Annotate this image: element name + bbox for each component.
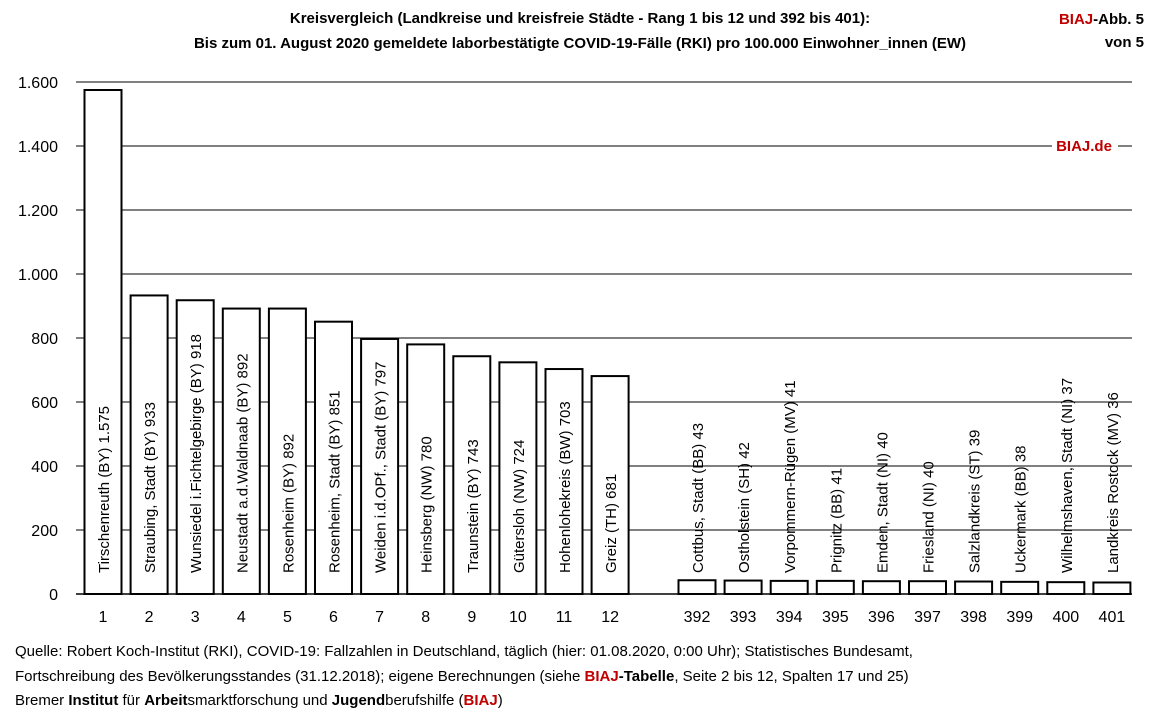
x-tick-label: 12	[601, 609, 619, 626]
footer-brand: BIAJ	[584, 668, 619, 685]
bar-label: Greiz (TH) 681	[603, 473, 621, 573]
x-tick-label: 8	[421, 609, 431, 626]
bar	[863, 581, 900, 594]
bar	[1001, 582, 1038, 594]
y-tick-label: 1.600	[17, 75, 58, 92]
x-tick-label: 6	[329, 609, 338, 626]
bar-label: Cottbus, Stadt (BB) 43	[690, 422, 707, 573]
footer-institute	[15, 689, 503, 713]
bar-label: Gütersloh (NW) 724	[510, 439, 528, 573]
footer-brand: BIAJ	[463, 692, 498, 709]
footer-text: berufshilfe (	[385, 692, 464, 709]
bar	[955, 582, 992, 594]
bar-label: Vorpommern-Rügen (MV) 41	[782, 380, 800, 573]
bar-label: Friesland (NI) 40	[920, 461, 938, 573]
footer-source-line1: Quelle: Robert Koch-Institut (RKI), COVID-19: Fallzahlen in Deutschland, täglich (hier: 01.08.2020, 0:00 Uhr); Statistisches Bundesamt,	[15, 643, 913, 660]
bar-label: Rosenheim (BY) 892	[280, 433, 298, 573]
bar-label: Ostholstein (SH) 42	[736, 442, 754, 573]
y-tick-label: 600	[31, 395, 58, 412]
bar-label: Uckermark (BB) 38	[1012, 445, 1030, 573]
footer-text: Fortschreibung des Bevölkerungsstandes (31.12.2018); eigene Berechnungen (siehe	[15, 668, 585, 685]
bar-label: Wunsiedel i.Fichtelgebirge (BY) 918	[188, 333, 206, 573]
bar-label: Tirschenreuth (BY) 1.575	[96, 405, 113, 573]
y-tick-label: 400	[31, 459, 58, 476]
bar-label: Traunstein (BY) 743	[464, 439, 482, 573]
x-tick-label: 3	[190, 609, 200, 626]
footer-bold: Arbeit	[144, 692, 188, 709]
x-tick-label: 1	[98, 609, 108, 626]
x-tick-label: 10	[509, 609, 527, 626]
bar-label: Wilhelmshaven, Stadt (NI) 37	[1058, 377, 1076, 573]
footer-text: smarktforschung und	[187, 692, 332, 709]
x-tick-label: 397	[914, 609, 941, 626]
chart-title-line1: Kreisvergleich (Landkreise und kreisfreie Städte - Rang 1 bis 12 und 392 bis 401):	[289, 10, 871, 27]
footer-text: für	[118, 692, 145, 709]
footer-text: Bremer	[15, 692, 69, 709]
bar	[1047, 582, 1084, 594]
x-tick-label: 396	[868, 609, 895, 626]
badge-page-count: von 5	[1104, 34, 1144, 51]
x-tick-label: 398	[960, 609, 987, 626]
x-tick-label: 399	[1006, 609, 1034, 626]
badge-figure-number: -Abb. 5	[1093, 11, 1144, 28]
x-tick-label: 5	[282, 609, 292, 626]
footer-source-line2	[15, 665, 909, 689]
bar-label: Hohenlohekreis (BW) 703	[557, 401, 574, 573]
bar	[679, 580, 716, 594]
bar	[771, 581, 808, 594]
bar-label: Rosenheim, Stadt (BY) 851	[326, 390, 344, 573]
y-tick-label: 200	[31, 523, 58, 540]
x-tick-label: 2	[144, 609, 154, 626]
x-tick-label: 401	[1098, 609, 1126, 626]
y-tick-label: 1.400	[17, 139, 58, 156]
bar-label: Landkreis Rostock (MV) 36	[1104, 392, 1122, 573]
bar-label: Prignitz (BB) 41	[828, 467, 846, 573]
x-tick-label: 4	[236, 609, 246, 626]
bar-label: Neustadt a.d.Waldnaab (BY) 892	[234, 353, 252, 573]
x-tick-label: 394	[775, 609, 803, 626]
x-tick-label: 395	[821, 609, 849, 626]
badge-brand: BIAJ	[1058, 11, 1094, 28]
watermark-text: BIAJ.de	[1056, 138, 1112, 155]
y-tick-label: 0	[49, 587, 58, 604]
footer-text: , Seite 2 bis 12, Spalten 17 und 25)	[674, 668, 909, 685]
bar-label: Weiden i.d.OPf., Stadt (BY) 797	[372, 361, 390, 573]
bar	[817, 581, 854, 594]
bar	[909, 581, 946, 594]
bar-label: Salzlandkreis (ST) 39	[966, 429, 984, 573]
footer-bold: Jugend	[331, 692, 386, 709]
bar-label: Heinsberg (NW) 780	[418, 436, 436, 573]
y-tick-label: 1.000	[17, 267, 58, 284]
y-tick-label: 1.200	[17, 203, 58, 220]
footer-bold: Institut	[68, 692, 119, 709]
x-tick-label: 11	[555, 609, 573, 626]
footer-table-label: -Tabelle	[618, 668, 675, 685]
bar	[1093, 582, 1130, 594]
x-tick-label: 7	[375, 609, 385, 626]
bar-label: Emden, Stadt (NI) 40	[874, 432, 892, 573]
y-tick-label: 800	[31, 331, 58, 348]
x-tick-label: 393	[729, 609, 757, 626]
bar	[725, 581, 762, 594]
chart-title-line2: Bis zum 01. August 2020 gemeldete laborbestätigte COVID-19-Fälle (RKI) pro 100.000 Einwohner_innen (EW)	[193, 35, 967, 52]
x-tick-label: 400	[1052, 609, 1080, 626]
x-tick-label: 392	[683, 609, 711, 626]
x-tick-label: 9	[467, 609, 477, 626]
footer-text: )	[497, 692, 503, 709]
bar-label: Straubing, Stadt (BY) 933	[142, 402, 160, 573]
